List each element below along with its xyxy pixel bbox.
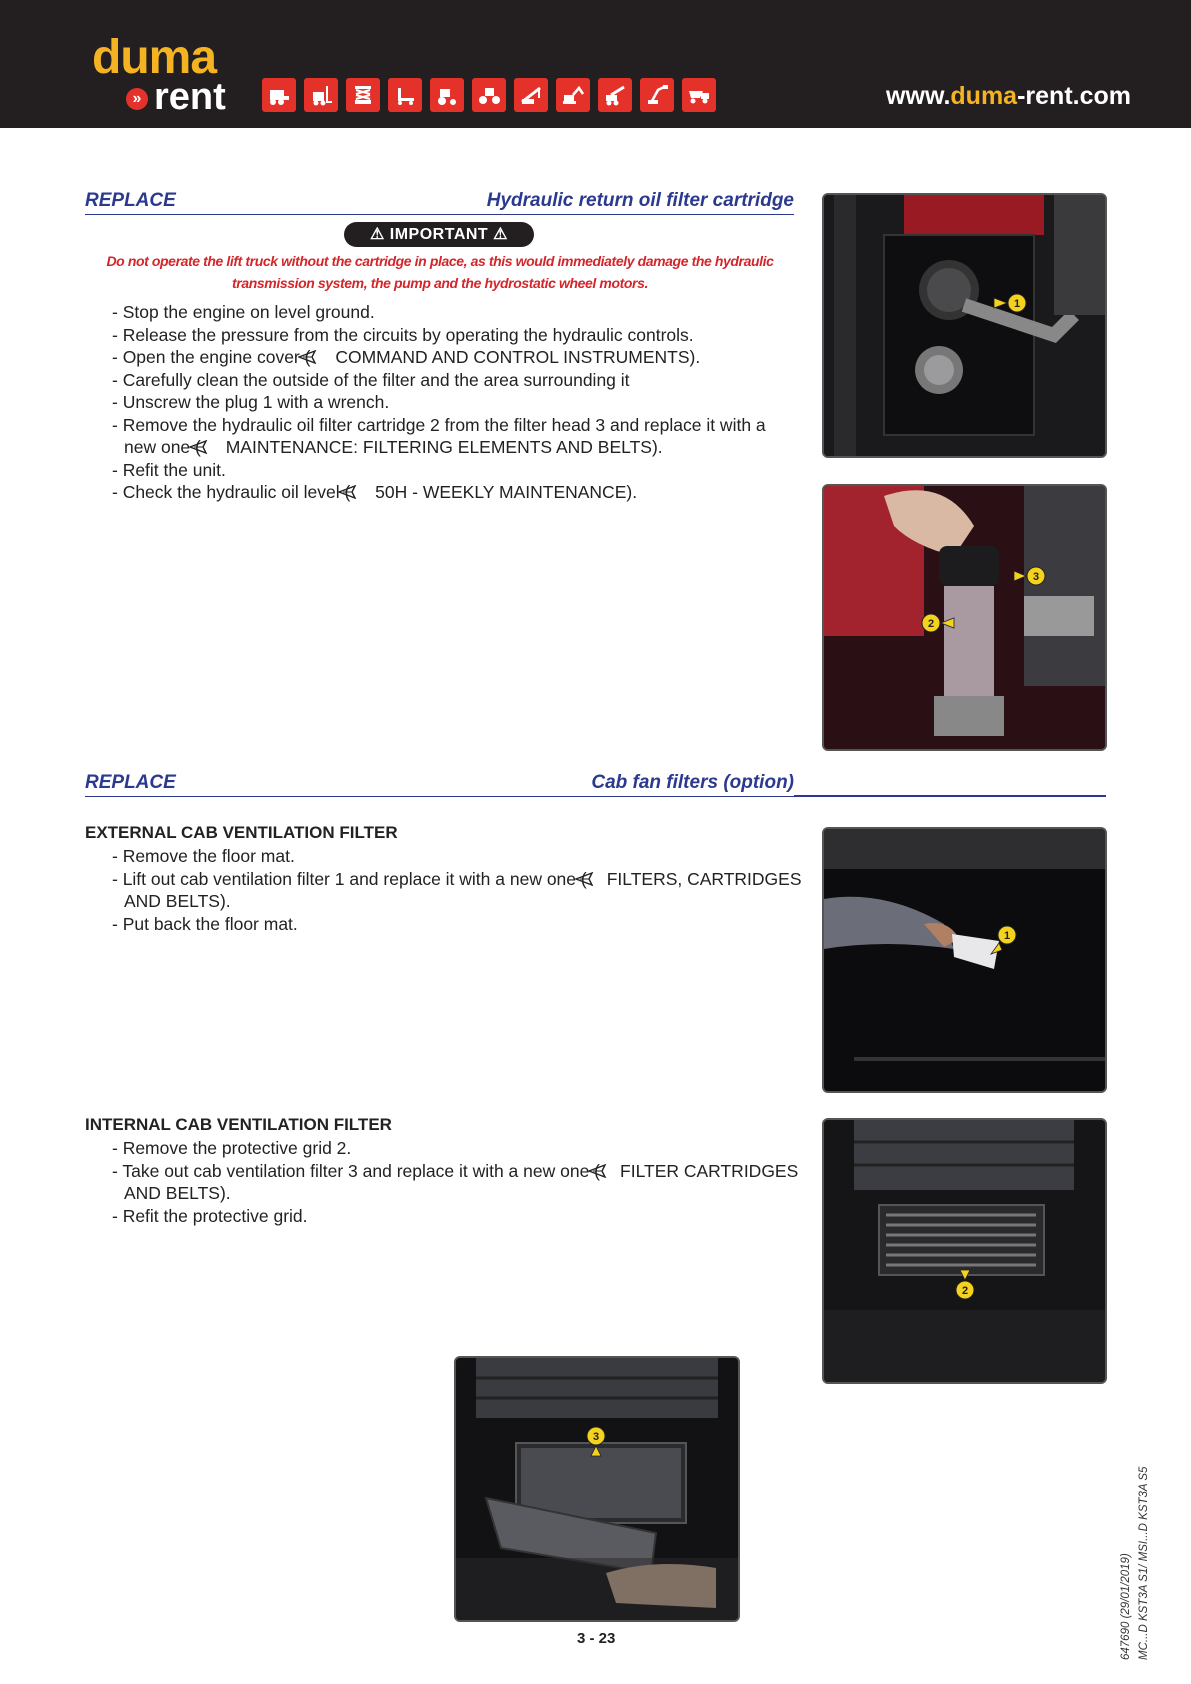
section-header-hydraulic-filter: REPLACE Hydraulic return oil filter cartridge bbox=[85, 188, 794, 215]
external-filter-heading: EXTERNAL CAB VENTILATION FILTER bbox=[85, 823, 398, 842]
section-header-cab-fan-filters: REPLACE Cab fan filters (option) bbox=[85, 770, 794, 797]
page-number: 3 - 23 bbox=[577, 1630, 616, 1647]
list-item: - Remove the floor mat. bbox=[112, 846, 295, 866]
photo-protective-grid bbox=[822, 1118, 1107, 1384]
reference-arrow-icon bbox=[600, 1161, 620, 1175]
skid-steer-icon bbox=[262, 78, 296, 112]
scissor-lift-icon bbox=[346, 78, 380, 112]
list-item: - Take out cab ventilation filter 3 and replace it with a new one ( FILTER CARTRIDGES AND BELTS). bbox=[112, 1160, 799, 1203]
photo-filter-cartridge bbox=[822, 484, 1107, 751]
list-item: - Remove the protective grid 2. bbox=[112, 1138, 352, 1158]
photo-external-filter bbox=[822, 827, 1107, 1093]
reference-arrow-icon bbox=[587, 869, 607, 883]
callout-label: 2 bbox=[927, 618, 935, 630]
list-item: - Carefully clean the outside of the filter and the area surrounding it bbox=[112, 369, 630, 390]
boom-lift-icon bbox=[640, 78, 674, 112]
hydraulic-filter-steps bbox=[112, 301, 802, 504]
pallet-truck-icon bbox=[388, 78, 422, 112]
warning-text: Do not operate the lift truck without the cartridge in place, as this would immediately damage the hydraulic transmission system, the pump and the hydrostatic wheel motors. bbox=[106, 253, 774, 291]
dumper-icon bbox=[682, 78, 716, 112]
logo-rent: rent bbox=[154, 76, 226, 118]
callout-label: 2 bbox=[961, 1285, 969, 1297]
excavator-icon bbox=[556, 78, 590, 112]
document-reference bbox=[1118, 1466, 1158, 1662]
photo-internal-filter bbox=[454, 1356, 740, 1622]
page-header bbox=[0, 0, 1191, 128]
equipment-icon-strip bbox=[262, 78, 716, 112]
list-item: - Check the hydraulic oil level ( 50H - WEEKLY MAINTENANCE). bbox=[112, 482, 638, 502]
reference-arrow-icon bbox=[201, 437, 221, 451]
forklift-icon bbox=[304, 78, 338, 112]
callout-label: 3 bbox=[1032, 571, 1040, 583]
list-item: - Stop the engine on level ground. bbox=[112, 302, 375, 322]
internal-filter-steps bbox=[112, 1137, 802, 1227]
website-url[interactable]: www.duma-rent.com bbox=[886, 82, 1131, 110]
section-rule-extension bbox=[794, 795, 1106, 797]
list-item: - Release the pressure from the circuits by operating the hydraulic controls. bbox=[112, 324, 694, 345]
telehandler-icon bbox=[598, 78, 632, 112]
important-badge: ⚠ IMPORTANT ⚠ bbox=[344, 222, 534, 247]
reference-arrow-icon bbox=[350, 482, 370, 496]
logo-chevron: » bbox=[126, 88, 148, 110]
photo-filter-plug bbox=[822, 193, 1107, 458]
crane-icon bbox=[514, 78, 548, 112]
callout-label: 1 bbox=[1003, 930, 1011, 942]
external-filter-steps bbox=[112, 845, 802, 935]
tractor-icon bbox=[430, 78, 464, 112]
logo-duma: duma bbox=[92, 31, 217, 84]
roller-icon bbox=[472, 78, 506, 112]
list-item: - Unscrew the plug 1 with a wrench. bbox=[112, 392, 390, 412]
list-item: - Open the engine cover ( COMMAND AND CONTROL INSTRUMENTS). bbox=[112, 347, 701, 367]
list-item: - Lift out cab ventilation filter 1 and replace it with a new one ( FILTERS, CARTRIDGES AND BELTS). bbox=[112, 868, 802, 911]
reference-arrow-icon bbox=[310, 347, 330, 361]
callout-label: 3 bbox=[592, 1431, 600, 1443]
doc-ref-code: 647690 (29/01/2019) bbox=[1120, 1553, 1132, 1660]
callout-label: 1 bbox=[1013, 298, 1021, 310]
list-item: - Refit the protective grid. bbox=[112, 1205, 308, 1226]
list-item: - Refit the unit. bbox=[112, 459, 226, 480]
list-item: - Remove the hydraulic oil filter cartridge 2 from the filter head 3 and replace it with a new one ( MAINTENANCE: FILTERING ELEMENTS AND BELTS). bbox=[112, 414, 766, 457]
list-item: - Put back the floor mat. bbox=[112, 913, 298, 934]
doc-ref-models: MC...D KST3A S1/ MSI...D KST3A S5 bbox=[1138, 1466, 1150, 1660]
internal-filter-heading: INTERNAL CAB VENTILATION FILTER bbox=[85, 1115, 392, 1134]
